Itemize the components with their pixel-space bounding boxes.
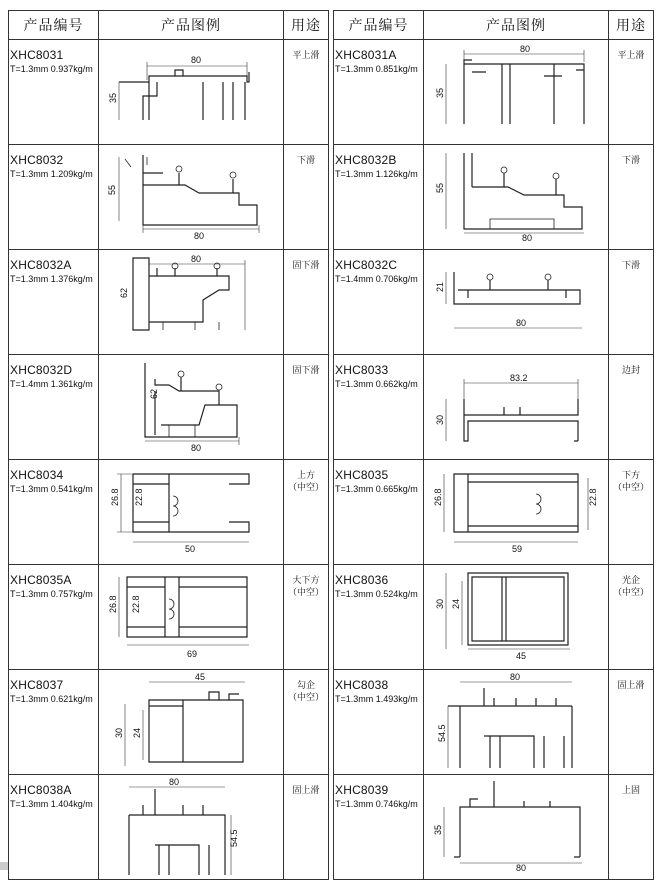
profile-drawing (424, 145, 609, 249)
dim-label: 30 (435, 598, 445, 609)
dim-label: 80 (510, 672, 521, 682)
dim-label: 55 (107, 184, 117, 195)
table-row (9, 565, 329, 670)
table-row (334, 145, 654, 250)
product-usage: 边封 (621, 366, 640, 376)
table-row (334, 670, 654, 775)
product-usage: 光企 （中空） (612, 576, 649, 598)
product-code: XHC8035 (335, 468, 389, 482)
dim-label: 80 (191, 443, 202, 453)
dim-label: 80 (169, 777, 180, 787)
table-row (9, 250, 329, 355)
product-spec: T=1.3mm 1.493kg/m (335, 694, 418, 704)
product-code: XHC8035A (10, 573, 72, 587)
product-code: XHC8032C (335, 258, 398, 272)
header-code: 产品编号 (9, 11, 99, 40)
product-spec: T=1.3mm 0.524kg/m (335, 589, 418, 599)
dim-label: 80 (520, 44, 531, 54)
product-usage: 上方 （中空） (287, 471, 324, 493)
dim-label: 22.8 (131, 595, 141, 613)
dim-label: 22.8 (588, 488, 598, 506)
product-code: XHC8032B (335, 153, 397, 167)
product-spec: T=1.3mm 0.541kg/m (10, 484, 93, 494)
dim-label: 50 (185, 544, 196, 554)
dim-label: 80 (516, 863, 527, 873)
dim-label: 45 (516, 651, 527, 661)
product-usage: 上固 (621, 786, 640, 796)
catalog-table-right (333, 10, 654, 880)
product-usage: 下滑 (621, 261, 640, 271)
product-code: XHC8037 (10, 678, 64, 692)
profile-drawing (424, 355, 609, 459)
dim-label: 35 (435, 87, 445, 98)
table-row (334, 355, 654, 460)
table-header (9, 11, 329, 40)
profile-drawing (99, 670, 284, 774)
dim-label: 26.8 (433, 488, 443, 506)
header-drawing: 产品图例 (99, 11, 284, 40)
dim-label: 30 (114, 727, 124, 738)
product-spec: T=1.3mm 0.662kg/m (335, 379, 418, 389)
table-row (9, 460, 329, 565)
header-usage: 用途 (609, 11, 654, 40)
profile-drawing (99, 145, 284, 249)
dim-label: 55 (435, 182, 445, 193)
product-spec: T=1.3mm 1.404kg/m (10, 799, 93, 809)
dim-label: 80 (516, 318, 527, 328)
table-header (334, 11, 654, 40)
product-code: XHC8039 (335, 783, 389, 797)
profile-drawing (99, 460, 284, 564)
product-usage: 平上滑 (617, 51, 645, 61)
page-corner-mark (0, 862, 8, 870)
dim-label: 83.2 (510, 373, 528, 383)
profile-drawing (424, 250, 609, 354)
profile-drawing (99, 250, 284, 354)
profile-drawing (99, 565, 284, 669)
product-code: XHC8038 (335, 678, 389, 692)
profile-drawing (99, 40, 284, 144)
product-usage: 固上滑 (617, 681, 645, 691)
product-code: XHC8031A (335, 48, 397, 62)
product-code: XHC8034 (10, 468, 64, 482)
dim-label: 26.8 (110, 488, 120, 506)
product-usage: 固下滑 (292, 261, 320, 271)
profile-drawing (99, 775, 284, 879)
profile-drawing (424, 775, 609, 879)
product-code: XHC8032A (10, 258, 72, 272)
product-spec: T=1.3mm 1.376kg/m (10, 274, 93, 284)
product-usage: 大下方 （中空） (287, 576, 324, 598)
dim-label: 69 (187, 649, 198, 659)
profile-drawing (424, 460, 609, 564)
table-row (334, 775, 654, 880)
dim-label: 24 (451, 598, 461, 609)
product-code: XHC8036 (335, 573, 389, 587)
product-code: XHC8032 (10, 153, 64, 167)
product-spec: T=1.3mm 0.665kg/m (335, 484, 418, 494)
product-usage: 平上滑 (292, 51, 320, 61)
product-spec: T=1.3mm 0.621kg/m (10, 694, 93, 704)
product-usage: 固下滑 (292, 366, 320, 376)
dim-label: 45 (195, 672, 206, 682)
dim-label: 30 (435, 414, 445, 425)
table-row (334, 565, 654, 670)
product-spec: T=1.3mm 0.757kg/m (10, 589, 93, 599)
table-row (9, 775, 329, 880)
product-spec: T=1.4mm 0.706kg/m (335, 274, 418, 284)
header-code: 产品编号 (334, 11, 424, 40)
dim-label: 80 (522, 233, 533, 243)
catalog-table-left (8, 10, 329, 880)
product-usage: 固上滑 (292, 786, 320, 796)
product-spec: T=1.3mm 0.851kg/m (335, 64, 418, 74)
table-row (9, 40, 329, 145)
profile-drawing (99, 355, 284, 459)
table-row (334, 250, 654, 355)
profile-drawing (424, 670, 609, 774)
dim-label: 21 (435, 281, 445, 292)
dim-label: 80 (191, 55, 202, 65)
table-row (9, 670, 329, 775)
dim-label: 62 (119, 287, 129, 298)
table-row (334, 460, 654, 565)
header-usage: 用途 (284, 11, 329, 40)
dim-label: 80 (194, 231, 205, 241)
dim-label: 59 (512, 544, 523, 554)
product-usage: 下滑 (296, 156, 315, 166)
dim-label: 22.8 (134, 488, 144, 506)
product-usage: 勾企 （中空） (287, 681, 324, 703)
product-spec: T=1.3mm 1.209kg/m (10, 169, 93, 179)
product-code: XHC8033 (335, 363, 389, 377)
dim-label: 26.8 (108, 595, 118, 613)
table-row (9, 355, 329, 460)
product-usage: 下滑 (621, 156, 640, 166)
product-spec: T=1.4mm 1.361kg/m (10, 379, 93, 389)
dim-label: 35 (108, 92, 118, 103)
dim-label: 24 (132, 727, 142, 738)
table-row (334, 40, 654, 145)
table-row (9, 145, 329, 250)
product-spec: T=1.3mm 0.937kg/m (10, 64, 93, 74)
product-spec: T=1.3mm 1.126kg/m (335, 169, 418, 179)
dim-label: 35 (433, 824, 443, 835)
product-spec: T=1.3mm 0.746kg/m (335, 799, 418, 809)
profile-drawing (424, 40, 609, 144)
dim-label: 54.5 (437, 724, 447, 742)
dim-label: 80 (191, 254, 202, 264)
product-code: XHC8032D (10, 363, 73, 377)
dim-label: 54.5 (229, 829, 239, 847)
profile-drawing (424, 565, 609, 669)
product-code: XHC8031 (10, 48, 64, 62)
product-usage: 下方 （中空） (612, 471, 649, 493)
header-drawing: 产品图例 (424, 11, 609, 40)
dim-label: 62 (149, 388, 159, 399)
product-code: XHC8038A (10, 783, 72, 797)
